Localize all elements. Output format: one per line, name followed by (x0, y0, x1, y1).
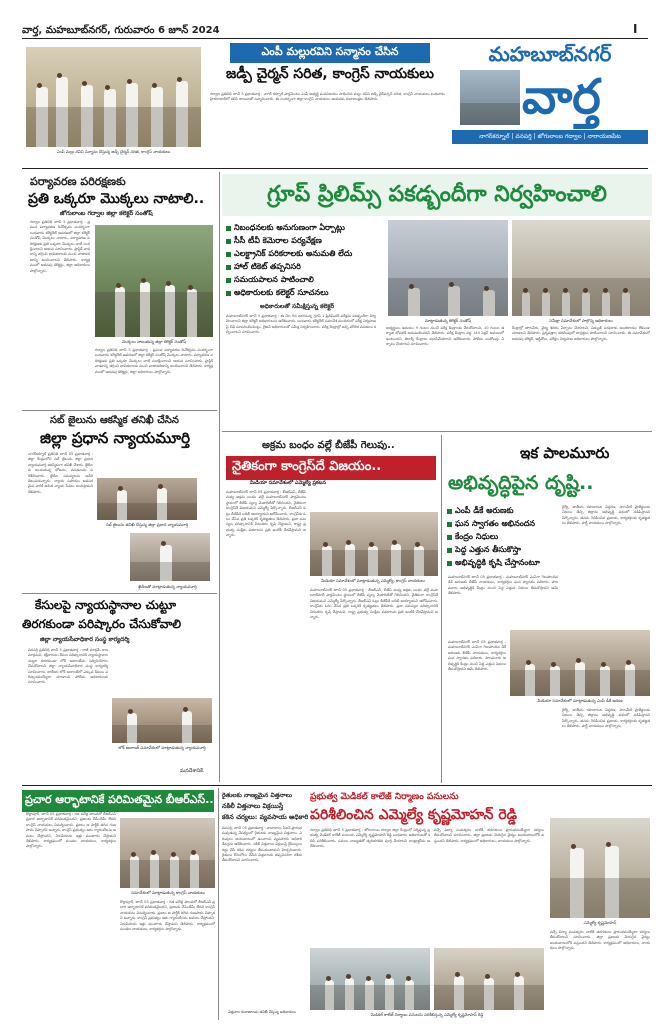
ethics-photo (310, 512, 438, 576)
palamuru-bullet: కేంద్రం నిధులు (447, 531, 557, 544)
group1-bullet: సీసీ టీవీ కెమెరాల పర్యవేక్షణ (226, 235, 386, 248)
medical-photo-1 (310, 948, 430, 1010)
jail-kicker: సబ్ జైలును ఆకస్మిక తనిఖీ చేసిన (50, 415, 179, 426)
palamuru-bullet: ఎంపీ డీకే అరుణకు (447, 505, 557, 518)
group1-bullet: నిబంధనలకు అనుగుణంగా ఏర్పాట్లు (226, 222, 386, 235)
lok-adalat-photo (112, 698, 212, 743)
palamuru-caption: మీడియా సమావేశంలో మాట్లాడుతున్న ఎంపీ డీకే అరుణ (537, 698, 623, 703)
farmers-caption: విత్తనాల దుకాణాలను తనిఖీ చేస్తున్న అధికారులు (228, 1010, 296, 1014)
palamuru-bullet: ఘన స్వాగతం అభినందన (447, 518, 557, 531)
ethics-caption: మీడియా సమావేశంలో మాట్లాడుతున్న ఎమ్మెల్యే, కాంగ్రెస్ నాయకులు (321, 578, 425, 583)
palamuru-bullet-list (447, 505, 557, 570)
masthead-photo (460, 70, 520, 125)
ethics-kicker: అక్రమ బంధం వల్లే బీజేపీ గెలుపు.. (262, 440, 395, 451)
lok-headline-1: కేసులపై న్యాయస్థానాల చుట్టూ (35, 598, 177, 612)
dateline: వార్త, మహబూబ్‌నగర్, గురువారం 6 జూన్ 2024 (22, 25, 220, 36)
environment-subhead: జోగులాంబ గద్వాల జిల్లా కలెక్టర్ సంతోష్ (60, 210, 153, 217)
jail-headline: జిల్లా ప్రధాన న్యాయమూర్తి (40, 429, 190, 447)
farmers-headline-1: నకిలీ విత్తనాలు విక్రయిస్తే (222, 802, 284, 810)
brs-photo (120, 818, 215, 888)
brs-headline: ప్రచార ఆర్భాటానికే పరిమితమైన బీఆర్ఎస్.. (22, 790, 214, 812)
palamuru-headline: అభివృద్ధిపైన దృష్టి.. (448, 472, 594, 494)
palamuru-body-4: మహబూబ్‌నగర్ జూన్ 05 ప్రభాతవార్త : మహబూబ్‌నగర్ ఎంపీగా గెలుపొందిన డీకే అరుణకు బీజేపీ నాయకులు, కార్యకర్తలు ఘన స్వాగతం పలికారు. పాలమూరు అభివృద్ధికి కేంద్రం నుంచి పెద్ద ఎత్తున నిధులు తీసుకొస్తానని ఆమె తెలిపారు. (448, 640, 506, 672)
group1-bullet: హాల్ టికెట్ తప్పనిసరి (226, 261, 386, 274)
ethics-body: మహబూబ్‌నగర్ జూన్ 05 ప్రభాతవార్త : బీఆర్‌ఎస్, బీజేపీ మధ్య అక్రమ బంధం వల్లే మహబూబ్‌నగర్ పార్లమెంటు స్థానంలో బీజేపీ స్వల్ప మెజారిటీతో గెలిచిందని, నైతికంగా కాంగ్రెస్‌దే విజయమని ఎమ్మెల్యే పేర్కొన్నారు. బీఆర్‌ఎస్ ఓట్లు బీజేపీకి బదిలీ అయ్యాయని ఆరోపించారు. కాంగ్రెస్‌కు ఓటు వేసిన ప్రతి ఒక్కరికీ కృతజ్ఞతలు తెలిపారు. ప్రజా సమస్యల పరిష్కారానికి నిరంతరం కృషి చేస్తామని, రాష్ట్ర ప్రభుత్వ సంక్షేమ పథకాలను ప్రతి ఇంటికి చేరవేస్తామని అన్నారు. (226, 490, 306, 538)
group1-bullet: ఎలక్ట్రానిక్ పరికరాలకు అనుమతి లేదు (226, 248, 386, 261)
lok-subhead: జిల్లా న్యాయసేవాధికార సంస్థ కార్యదర్శి (40, 636, 130, 643)
farmers-headline-2: కఠిన చర్యలు: వ్యవసాయ అధికారి (222, 813, 309, 821)
medical-body-2: వచ్చే విద్యా సంవత్సరం నాటికి తరగతులు ప్రారంభమయ్యేలా చర్యలు తీసుకోవాలని సూచించారు. జిల్లా ప్రజలకు మెరుగైన వైద్యం అందుబాటులోకి వస్తుందని తెలిపారు. కార్యక్రమంలో అధికారులు, నాయకులు పాల్గొన్నారు. (434, 828, 544, 843)
brs-body: కొల్లాపూర్, జూన్ 05 ప్రభాతవార్త : గత పదేళ్ల పాలనలో బీఆర్‌ఎస్ ప్రచార ఆర్భాటానికే పరిమితమైందని, ప్రజలకు చేసిందేమీ లేదని కాంగ్రెస్ నాయకులు విమర్శించారు. ప్రజలు ఆ పార్టీకి తగిన గుణపాఠం చెప్పారని అన్నారు. కాంగ్రెస్ ప్రభుత్వం ఆరు గ్యారంటీలను అమలు చేస్తోందని, నిరుపేదలకు ఇళ్లు మంజూరు చేస్తామని తెలిపారు. కార్యక్రమంలో మండల నాయకులు, కార్యకర్తలు పాల్గొన్నారు. (26, 812, 116, 849)
mp-felicitation-photo (26, 47, 201, 147)
palamuru-body-2: రైల్వే, జాతీయ రహదారుల విస్తరణ, సాగునీటి ప్రాజెక్టులకు నిధులు తెచ్చి జిల్లాను అభివృద్ధి పథంలో నడిపిస్తానని పేర్కొన్నారు. తనను గెలిపించిన ప్రజలకు, కార్యకర్తలకు కృతజ్ఞతలు తెలిపారు. పార్టీ నాయకులు పాల్గొన్నారు. (562, 505, 650, 526)
group1-body-3: కేంద్రాల్లో తాగునీరు, వైద్య శిబిరం ఏర్పాటు చేయాలని, విద్యుత్ సరఫరాకు అంతరాయం లేకుండా చూడాలని తెలిపారు. ప్రశ్నపత్రాల తరలింపులో జాగ్రత్తలు పాటించాలని సూచించారు. ఈ సమావేశంలో అదనపు కలెక్టర్, ఆర్డీవోలు, పరీక్షల నిర్వహణ అధికారులు పాల్గొన్నారు. (512, 326, 650, 341)
lok-headline-2: తిరగకుండా పరిష్కారం చేసుకోవాలి (22, 617, 182, 631)
farmers-kicker: రైతులకు నాణ్యమైన విత్తనాలు (222, 792, 292, 799)
group1-bullet: సమయపాలన పాటించాలి (226, 274, 386, 287)
brs-body-2: కొల్లాపూర్, జూన్ 05 ప్రభాతవార్త : గత పదేళ్ల పాలనలో బీఆర్‌ఎస్ ప్రచార ఆర్భాటానికే పరిమితమైందని, ప్రజలకు చేసిందేమీ లేదని కాంగ్రెస్ నాయకులు విమర్శించారు. ప్రజలు ఆ పార్టీకి తగిన గుణపాఠం చెప్పారని అన్నారు. కాంగ్రెస్ ప్రభుత్వం ఆరు గ్యారంటీలను అమలు చేస్తోందని, నిరుపేదలకు ఇళ్లు మంజూరు చేస్తామని తెలిపారు. కార్యక్రమంలో మండల నాయకులు, కార్యకర్తలు పాల్గొన్నారు. (120, 900, 215, 932)
palamuru-body-1: మహబూబ్‌నగర్ జూన్ 05 ప్రభాతవార్త : మహబూబ్‌నగర్ ఎంపీగా గెలుపొందిన డీకే అరుణకు బీజేపీ నాయకులు, కార్యకర్తలు ఘన స్వాగతం పలికారు. పాలమూరు అభివృద్ధికి కేంద్రం నుంచి పెద్ద ఎత్తున నిధులు తీసుకొస్తానని ఆమె తెలిపారు. (448, 575, 558, 596)
district-strip: నాగర్‌కర్నూల్ | వనపర్తి | జోగులాంబ గద్వాల | నారాయణపేట (452, 130, 648, 144)
ethics-headline: నైతికంగా కాంగ్రెస్‌దే విజయం.. (226, 456, 436, 480)
palamuru-bullet: పెద్ద ఎత్తున తీసుకొస్తా (447, 544, 557, 557)
group1-bullet: అధికారులకు కలెక్టర్ సూచనలు (226, 287, 386, 300)
top-headline-2: జడ్పీ చైర్మన్ సరిత, కాంగ్రెస్ నాయకులు (225, 66, 435, 82)
jail-caption-2: ఖైదీలతో మాట్లాడుతున్న న్యాయమూర్తి (138, 584, 197, 589)
group1-subhead: అధికారులతో సమీక్షిస్తున్న కలెక్టర్ (260, 303, 335, 310)
ethics-subhead: మీడియా సమావేశంలో ఎమ్మెల్యే ప్రకటన (250, 480, 327, 486)
group1-caption-2: సమీక్షా సమావేశంలో పాల్గొన్న అధికారులు (549, 318, 613, 323)
medical-photo-2 (434, 948, 544, 1010)
medical-body-1: గద్వాల ప్రతినిధి జూన్ 5 ప్రభాతవార్త : జోగులాంబ గద్వాల జిల్లా కేంద్రంలో నిర్మిస్తున్న ప్రభుత్వ మెడికల్ కాలేజ్ పనులను ఎమ్మెల్యే కృష్ణమోహన్ రెడ్డి బుధవారం అధికారులతో కలిసి పరిశీలించారు. పనులు నాణ్యతతో త్వరితగతిన పూర్తి చేయాలని కాంట్రాక్టర్‌ను ఆదేశించారు. (310, 828, 430, 849)
palamuru-body-3: రైల్వే, జాతీయ రహదారుల విస్తరణ, సాగునీటి ప్రాజెక్టులకు నిధులు తెచ్చి జిల్లాను అభివృద్ధి పథంలో నడిపిస్తానని పేర్కొన్నారు. తనను గెలిపించిన ప్రజలకు, కార్యకర్తలకు కృతజ్ఞతలు తెలిపారు. పార్టీ నాయకులు పాల్గొన్నారు. (562, 708, 650, 729)
environment-caption: మొక్కలు నాటుతున్న జిల్లా కలెక్టర్ సంతోష్ (121, 339, 187, 344)
jail-caption-1: సబ్ జైలును తనిఖీ చేస్తున్న జిల్లా ప్రధాన న్యాయమూర్తి (105, 522, 189, 527)
top-headline-1: ఎంపీ మల్లురవిని సన్మానం చేసిన (230, 43, 430, 63)
brs-caption: సమావేశంలో మాట్లాడుతున్న కాంగ్రెస్ నాయకులు (131, 890, 205, 895)
top-headline-box (210, 43, 450, 88)
jail-body: నాగర్‌కర్నూల్ ప్రతినిధి జూన్ 05 ప్రభాతవార్త : జిల్లా కేంద్రంలోని సబ్ జైలును జిల్లా ప్రధాన న్యాయమూర్తి ఆకస్మికంగా తనిఖీ చేశారు. ఖైదీలకు అందుతున్న భోజనం, వసతులను పరిశీలించారు. ఖైదీల సమస్యలను అడిగి తెలుసుకున్నారు. న్యాయ సహాయం అవసరమైన వారికి ఉచిత న్యాయ సేవలు అందిస్తామని తెలిపారు. (28, 452, 93, 494)
palamuru-bullet: అభివృద్ధికి కృషి చేస్తానంటూ (447, 557, 557, 570)
page-number: I (633, 22, 638, 36)
environment-body-2: గద్వాల ప్రతినిధి జూన్ 5 ప్రభాతవార్త : ప్రపంచ పర్యావరణ దినోత్సవం సందర్భంగా బుధవారం కలెక్టరేట్ ఆవరణలో జిల్లా కలెక్టర్ సంతోష్ మొక్కలు నాటారు. పర్యావరణ పరిరక్షణకు ప్రతి ఒక్కరూ మొక్కలు నాటి సంరక్షించాలని ఆయన సూచించారు. ప్లాస్టిక్ వాడకాన్ని తగ్గించి భావితరాలకు మంచి వాతావరణాన్ని అందించాలని తెలిపారు. కార్యక్రమంలో అదనపు కలెక్టర్లు, జిల్లా అధికారులు పాల్గొన్నారు. (95, 348, 213, 374)
environment-body: గద్వాల ప్రతినిధి జూన్ 5 ప్రభాతవార్త : ప్రపంచ పర్యావరణ దినోత్సవం సందర్భంగా బుధవారం కలెక్టరేట్ ఆవరణలో జిల్లా కలెక్టర్ సంతోష్ మొక్కలు నాటారు. పర్యావరణ పరిరక్షణకు ప్రతి ఒక్కరూ మొక్కలు నాటి సంరక్షించాలని ఆయన సూచించారు. ప్లాస్టిక్ వాడకాన్ని తగ్గించి భావితరాలకు మంచి వాతావరణాన్ని అందించాలని తెలిపారు. కార్యక్రమంలో అదనపు కలెక్టర్లు, జిల్లా అధికారులు పాల్గొన్నారు. (30, 220, 90, 273)
environment-headline: ప్రతి ఒక్కరూ మొక్కలు నాటాలి.. (28, 191, 205, 207)
medical-caption-1: మెడికల్ కాలేజ్ నిర్మాణం పనులను పరిశీలిస్తున్న ఎమ్మెల్యే కృష్ణమోహన్ రెడ్డి (370, 1012, 484, 1017)
group1-bullet-list (226, 222, 386, 300)
lok-body: వనపర్తి ప్రతినిధి జూన్ 5 ప్రభాతవార్త : రాజీ మార్గమే రాజమార్గమని, కక్షిదారులు కేసుల పరిష్కారానికి న్యాయస్థానాల చుట్టూ తిరగకుండా లోక్ అదాలత్‌ను సద్వినియోగం చేసుకోవాలని జిల్లా న్యాయసేవాధికార సంస్థ కార్యదర్శి సూచించారు. జాతీయ లోక్ అదాలత్‌లో ఎక్కువ కేసులు పరిష్కారమయ్యేలా చూడాలని పోలీసు అధికారులకు సూచించారు. (28, 648, 108, 685)
medical-caption-2: ఎమ్మెల్యే కృష్ణమోహన్ (583, 920, 617, 925)
medical-headline: పరిశీలించిన ఎమ్మెల్యే కృష్ణమోహన్ రెడ్డి (310, 807, 517, 823)
masthead-block (452, 42, 648, 172)
region-title: మహబూబ్‌నగర్ (488, 42, 612, 66)
group1-photo-2 (512, 220, 650, 316)
top-photo-caption: ఎంపీ మల్లు రవిని సన్మానం చేస్తున్న జడ్పీ చైర్మన్ సరిత, కాంగ్రెస్ నాయకులు (56, 149, 171, 154)
top-body: గద్వాల ప్రతినిధి జూన్ 5 ప్రభాతవార్త : నాగర్ కర్నూల్ పార్లమెంటు ఎంపీ అభ్యర్థి ఘనవిజయం సాధించిన మల్లు రవిని జడ్పీ చైర్‌పర్సన్ సరిత, కాంగ్రెస్ నాయకులు బుధవారం హైదరాబాద్‌లో కలిసి శాలువాతో సన్మానించారు. ఈ సందర్భంగా జిల్లా కాంగ్రెస్ నాయకులు ఆయనకు శుభాకాంక్షలు తెలిపారు. (210, 92, 445, 102)
jail-photo-1 (97, 478, 197, 520)
medical-body-3: వచ్చే విద్యా సంవత్సరం నాటికి తరగతులు ప్రారంభమయ్యేలా చర్యలు తీసుకోవాలని సూచించారు. జిల్లా ప్రజలకు మెరుగైన వైద్యం అందుబాటులోకి వస్తుందని తెలిపారు. కార్యక్రమంలో అధికారులు, నాయకులు పాల్గొన్నారు. (550, 930, 650, 951)
medical-photo-3 (550, 818, 650, 918)
environment-kicker: పర్యావరణ పరిరక్షణకు (30, 175, 126, 188)
farmers-body: వనపర్తి, జూన్ 05 ప్రభాతవార్త : వానాకాలం సీజన్ ప్రారంభమవుతున్న నేపథ్యంలో రైతులకు నాణ్యమైన విత్తనాలు, ఎరువులు అందుబాటులో ఉంచాలని వ్యవసాయ అధికారి డీలర్లను ఆదేశించారు. నకిలీ విత్తనాలు విక్రయిస్తే లైసెన్సులు రద్దు చేసి కఠిన చర్యలు తీసుకుంటామని హెచ్చరించారు. రైతులు కొనుగోలు చేసిన విత్తనాలకు తప్పనిసరిగా రశీదు తీసుకోవాలని సూచించారు. (222, 826, 302, 863)
group1-body-1: మహబూబ్‌నగర్ జూన్ 5 ప్రభాతవార్త : ఈ నెల 9న జరగనున్న గ్రూప్ 1 ప్రిలిమినరీ పరీక్షను పకడ్బందీగా నిర్వహించాలని జిల్లా కలెక్టర్ అధికారులను ఆదేశించారు. బుధవారం కలెక్టరేట్ సమావేశ మందిరంలో పరీక్ష నిర్వహణపై చీఫ్ సూపరింటెండెంట్లు, లైజన్ అధికారులతో సమీక్ష నిర్వహించారు. పరీక్ష కేంద్రాల్లో అన్ని మౌలిక వసతులు కల్పించాలని సూచించారు. (226, 314, 376, 335)
group1-photo-1 (388, 220, 508, 316)
jail-photo-2 (130, 533, 210, 581)
ethics-body-2: మహబూబ్‌నగర్ జూన్ 05 ప్రభాతవార్త : బీఆర్‌ఎస్, బీజేపీ మధ్య అక్రమ బంధం వల్లే మహబూబ్‌నగర్ పార్లమెంటు స్థానంలో బీజేపీ స్వల్ప మెజారిటీతో గెలిచిందని, నైతికంగా కాంగ్రెస్‌దే విజయమని ఎమ్మెల్యే పేర్కొన్నారు. బీఆర్‌ఎస్ ఓట్లు బీజేపీకి బదిలీ అయ్యాయని ఆరోపించారు. కాంగ్రెస్‌కు ఓటు వేసిన ప్రతి ఒక్కరికీ కృతజ్ఞతలు తెలిపారు. ప్రజా సమస్యల పరిష్కారానికి నిరంతరం కృషి చేస్తామని, రాష్ట్ర ప్రభుత్వ సంక్షేమ పథకాలను ప్రతి ఇంటికి చేరవేస్తామని అన్నారు. (310, 588, 438, 620)
environment-photo (95, 225, 213, 337)
group1-body-2: అభ్యర్థులు ఉదయం 9 గంటల నుంచే పరీక్ష కేంద్రాలకు చేరుకోవాలని, 10 గంటల తర్వాత లోపలికి అనుమతించరని తెలిపారు. పరీక్ష కేంద్రాల వద్ద 144 సెక్షన్ అమలులో ఉంటుందని, జిరాక్స్ కేంద్రాలు మూసివేయాలని ఆదేశించారు. పోలీసు బందోబస్తు ఏర్పాటు చేయాలని సూచించారు. (386, 326, 504, 347)
palamuru-kicker: ఇక పాలమూరు (520, 444, 610, 462)
medical-kicker: ప్రభుత్వ మెడికల్ కాలేజ్ నిర్మాణం పనులను (310, 792, 459, 802)
lok-signature: మనదేశానికే. (180, 768, 205, 774)
paper-name: వార్త (522, 69, 601, 125)
group1-headline: గ్రూప్ ప్రిలిమ్స్ పకడ్బందీగా నిర్వహించాలి (222, 174, 652, 216)
lok-caption: లోక్ అదాలత్ సమావేశంలో మాట్లాడుతున్న న్యాయమూర్తి (118, 745, 206, 750)
group1-caption-1: మాట్లాడుతున్న కలెక్టర్ సంతోష్ (424, 318, 472, 323)
palamuru-photo (510, 630, 650, 696)
